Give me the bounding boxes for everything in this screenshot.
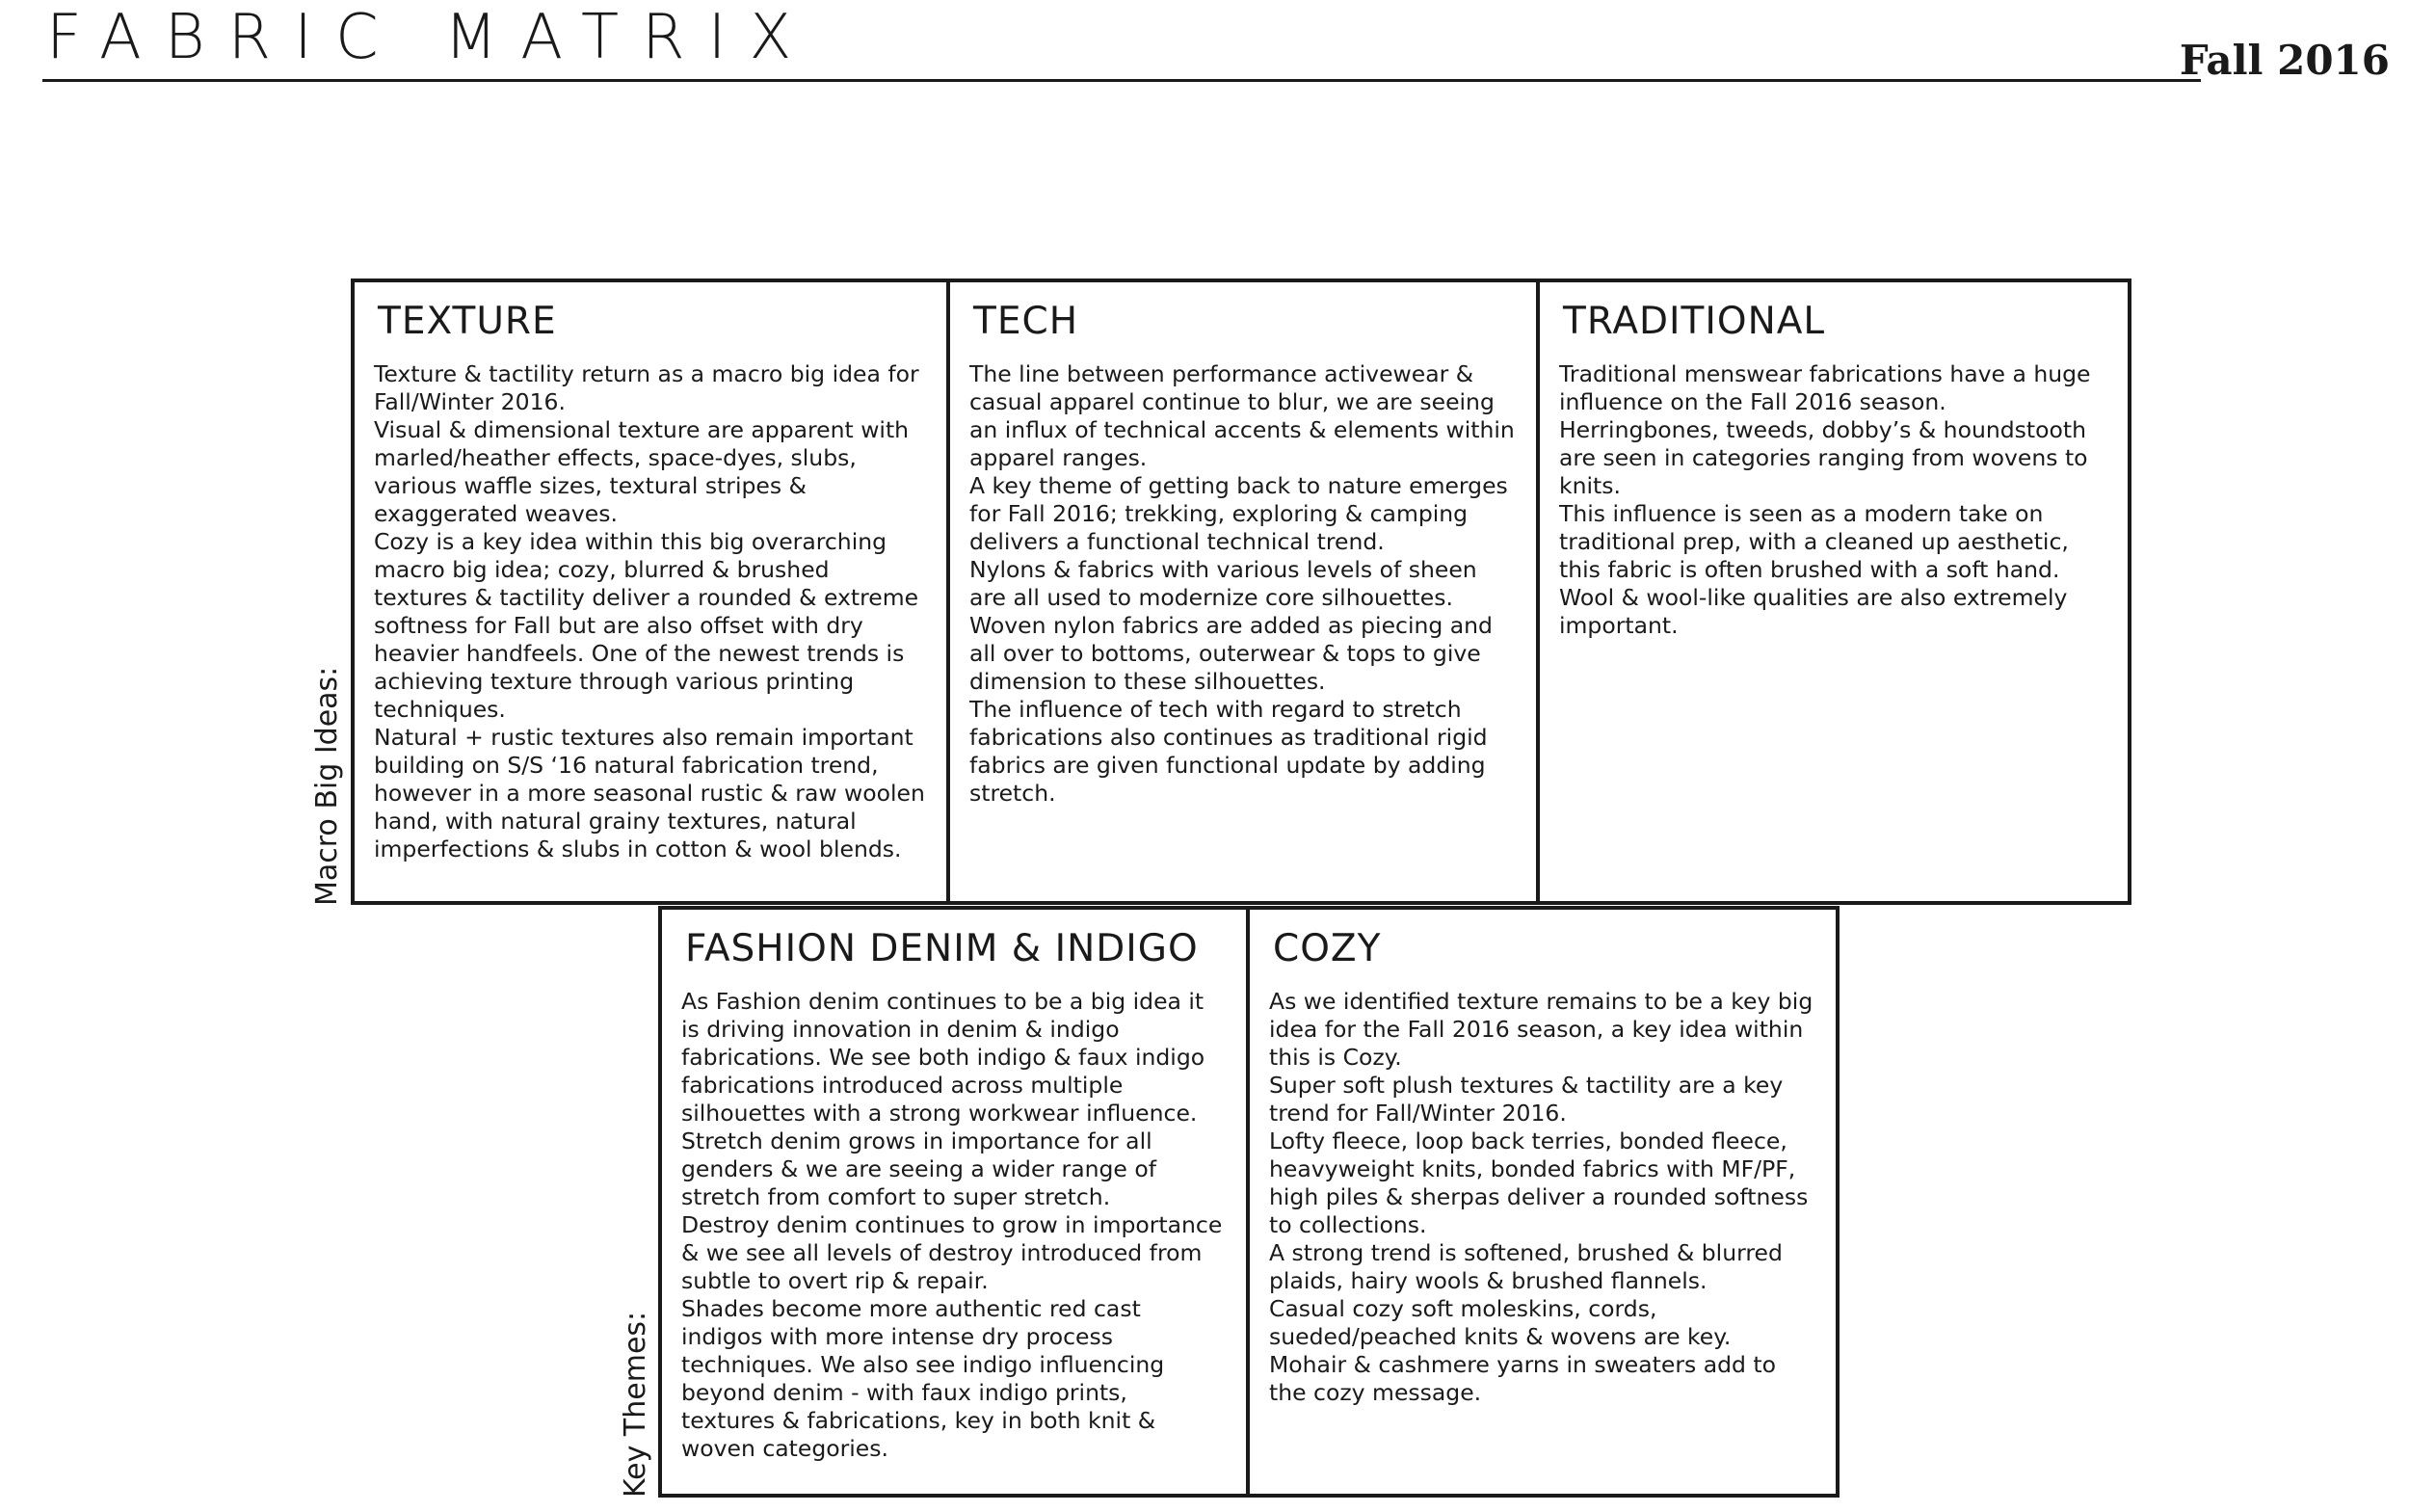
paragraph: A key theme of getting back to nature emerges for Fall 2016; trekking, exploring & camping delivers a functional technical trend. bbox=[969, 471, 1508, 555]
key-themes-label: Key Themes: bbox=[619, 1311, 652, 1498]
paragraph: As Fashion denim continues to be a big idea it is driving innovation in denim & indigo fabrications. We see both indigo & faux indigo fabrications introduced across multiple silhouettes with a strong workwear influence. bbox=[681, 987, 1205, 1127]
cell-body bbox=[969, 360, 1517, 808]
paragraph: Herringbones, tweeds, dobby’s & houndstooth are seen in categories ranging from wovens to knits. bbox=[1559, 415, 2088, 499]
paragraph: This influence is seen as a modern take on traditional prep, with a cleaned up aesthetic, this fabric is often brushed with a soft hand. bbox=[1559, 499, 2069, 583]
cell-heading: TECH bbox=[973, 300, 1079, 343]
paragraph: Stretch denim grows in importance for all genders & we are seeing a wider range of stretch from comfort to super stretch. bbox=[681, 1127, 1156, 1210]
cell-body bbox=[681, 988, 1227, 1463]
fashion-denim-indigo-cell bbox=[662, 910, 1246, 1494]
paragraph: The line between performance activewear & casual apparel continue to blur, we are seeing an influx of technical accents & elements within apparel ranges. bbox=[969, 359, 1515, 471]
traditional-cell bbox=[1536, 282, 2128, 901]
texture-cell bbox=[355, 282, 946, 901]
paragraph: Visual & dimensional texture are apparent with marled/heather effects, space-dyes, slubs, various waffle sizes, textural stripes & exaggerated weaves. bbox=[374, 415, 910, 527]
paragraph: Natural + rustic textures also remain important building on S/S ‘16 natural fabrication trend, however in a more seasonal rustic & raw woolen hand, with natural grainy textures, natural imperfections & slubs in cotton & wool blends. bbox=[374, 723, 925, 862]
tech-cell bbox=[946, 282, 1536, 901]
paragraph: Wool & wool-like qualities are also extremely important. bbox=[1559, 583, 2068, 639]
paragraph: Texture & tactility return as a macro big idea for Fall/Winter 2016. bbox=[374, 359, 919, 415]
paragraph: Lofty fleece, loop back terries, bonded fleece, heavyweight knits, bonded fabrics with MF/PF, high piles & sherpas deliver a rounded softness to collections. bbox=[1269, 1127, 1809, 1238]
cell-heading: TEXTURE bbox=[378, 300, 557, 343]
paragraph: Mohair & cashmere yarns in sweaters add to the cozy message. bbox=[1269, 1350, 1777, 1406]
paragraph: A strong trend is softened, brushed & blurred plaids, hairy wools & brushed flannels. bbox=[1269, 1238, 1783, 1294]
cell-body bbox=[374, 360, 927, 863]
cell-heading: FASHION DENIM & INDIGO bbox=[685, 927, 1199, 970]
cell-body bbox=[1559, 360, 2108, 640]
cell-heading: COZY bbox=[1273, 927, 1382, 970]
macro-big-ideas-row bbox=[351, 279, 2131, 905]
cell-body bbox=[1269, 988, 1816, 1407]
paragraph: Nylons & fabrics with various levels of sheen are all used to modernize core silhouettes. bbox=[969, 555, 1477, 611]
page-title: FABRIC MATRIX bbox=[46, 2, 815, 73]
title-rule bbox=[42, 79, 2201, 82]
paragraph: The influence of tech with regard to stretch fabrications also continues as traditional rigid fabrics are given functional update by adding stretch. bbox=[969, 695, 1488, 807]
paragraph: Super soft plush textures & tactility are a key trend for Fall/Winter 2016. bbox=[1269, 1071, 1784, 1127]
paragraph: Traditional menswear fabrications have a huge influence on the Fall 2016 season. bbox=[1559, 359, 2091, 415]
macro-big-ideas-label: Macro Big Ideas: bbox=[310, 666, 344, 906]
cozy-cell bbox=[1246, 910, 1836, 1494]
paragraph: Casual cozy soft moleskins, cords, sueded/peached knits & wovens are key. bbox=[1269, 1294, 1732, 1350]
paragraph: Destroy denim continues to grow in importance & we see all levels of destroy introduced from subtle to overt rip & repair. bbox=[681, 1210, 1223, 1294]
paragraph: Shades become more authentic red cast indigos with more intense dry process techniques. We also see indigo influencing beyond denim - with faux indigo prints, textures & fabrications, key in both knit & woven categories. bbox=[681, 1294, 1165, 1462]
key-themes-row bbox=[658, 906, 1840, 1498]
cell-heading: TRADITIONAL bbox=[1563, 300, 1826, 343]
season-label: Fall 2016 bbox=[2179, 37, 2390, 84]
paragraph: Woven nylon fabrics are added as piecing and all over to bottoms, outerwear & tops to give dimension to these silhouettes. bbox=[969, 611, 1493, 695]
paragraph: As we identified texture remains to be a key big idea for the Fall 2016 season, a key idea within this is Cozy. bbox=[1269, 987, 1813, 1071]
paragraph: Cozy is a key idea within this big overarching macro big idea; cozy, blurred & brushed textures & tactility deliver a rounded & extreme softness for Fall but are also offset with dry heavier handfeels. One of the newest trends is achieving texture through various printing techniques. bbox=[374, 527, 919, 723]
